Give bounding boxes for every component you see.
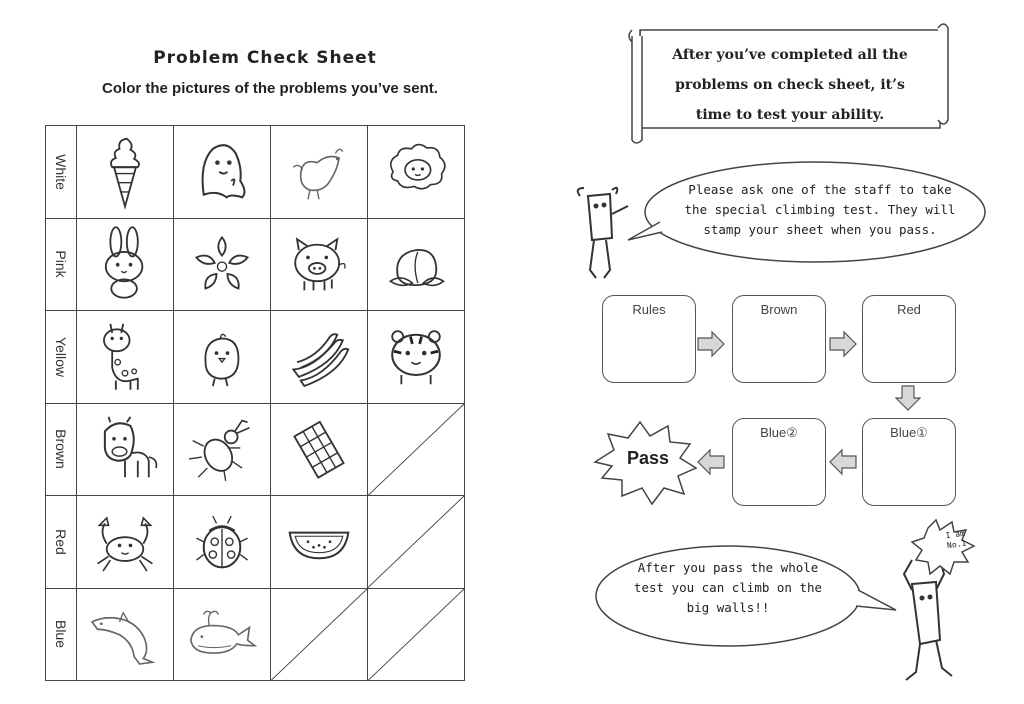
- step-rules[interactable]: Rules: [602, 295, 696, 383]
- cow-character-icon: [578, 188, 628, 278]
- row-label: Pink: [46, 218, 77, 311]
- sheet-title: Problem Check Sheet: [153, 48, 377, 68]
- arrow-left-icon: [830, 450, 856, 474]
- row-label: Blue: [46, 588, 77, 681]
- step-blue-2[interactable]: Blue②: [732, 418, 826, 506]
- row-label: Yellow: [46, 311, 77, 404]
- scroll-message: After you’ve completed all the problems on check sheet, it’s time to test your ability.: [672, 47, 908, 123]
- arrow-right-icon: [830, 332, 856, 356]
- arrow-right-icon: [698, 332, 724, 356]
- step-red[interactable]: Red: [862, 295, 956, 383]
- pass-label: Pass: [626, 448, 670, 468]
- arrow-left-icon: [698, 450, 724, 474]
- row-label: White: [46, 126, 77, 219]
- winner-character-icon: [904, 560, 952, 680]
- row-label: Brown: [46, 403, 77, 496]
- step-blue-1[interactable]: Blue①: [862, 418, 956, 506]
- no1-badge-text: I am No.1: [945, 528, 967, 551]
- row-label: Red: [46, 496, 77, 589]
- arrow-down-icon: [896, 386, 920, 410]
- speech-bubble-bottom-text: After you pass the whole test you can climb on the big walls!!: [633, 560, 823, 615]
- step-brown[interactable]: Brown: [732, 295, 826, 383]
- speech-bubble-top-text: Please ask one of the staff to take the special climbing test. They will stamp your sheet when you pass.: [684, 182, 956, 237]
- sheet-subtitle: Color the pictures of the problems you’ve sent.: [102, 80, 438, 97]
